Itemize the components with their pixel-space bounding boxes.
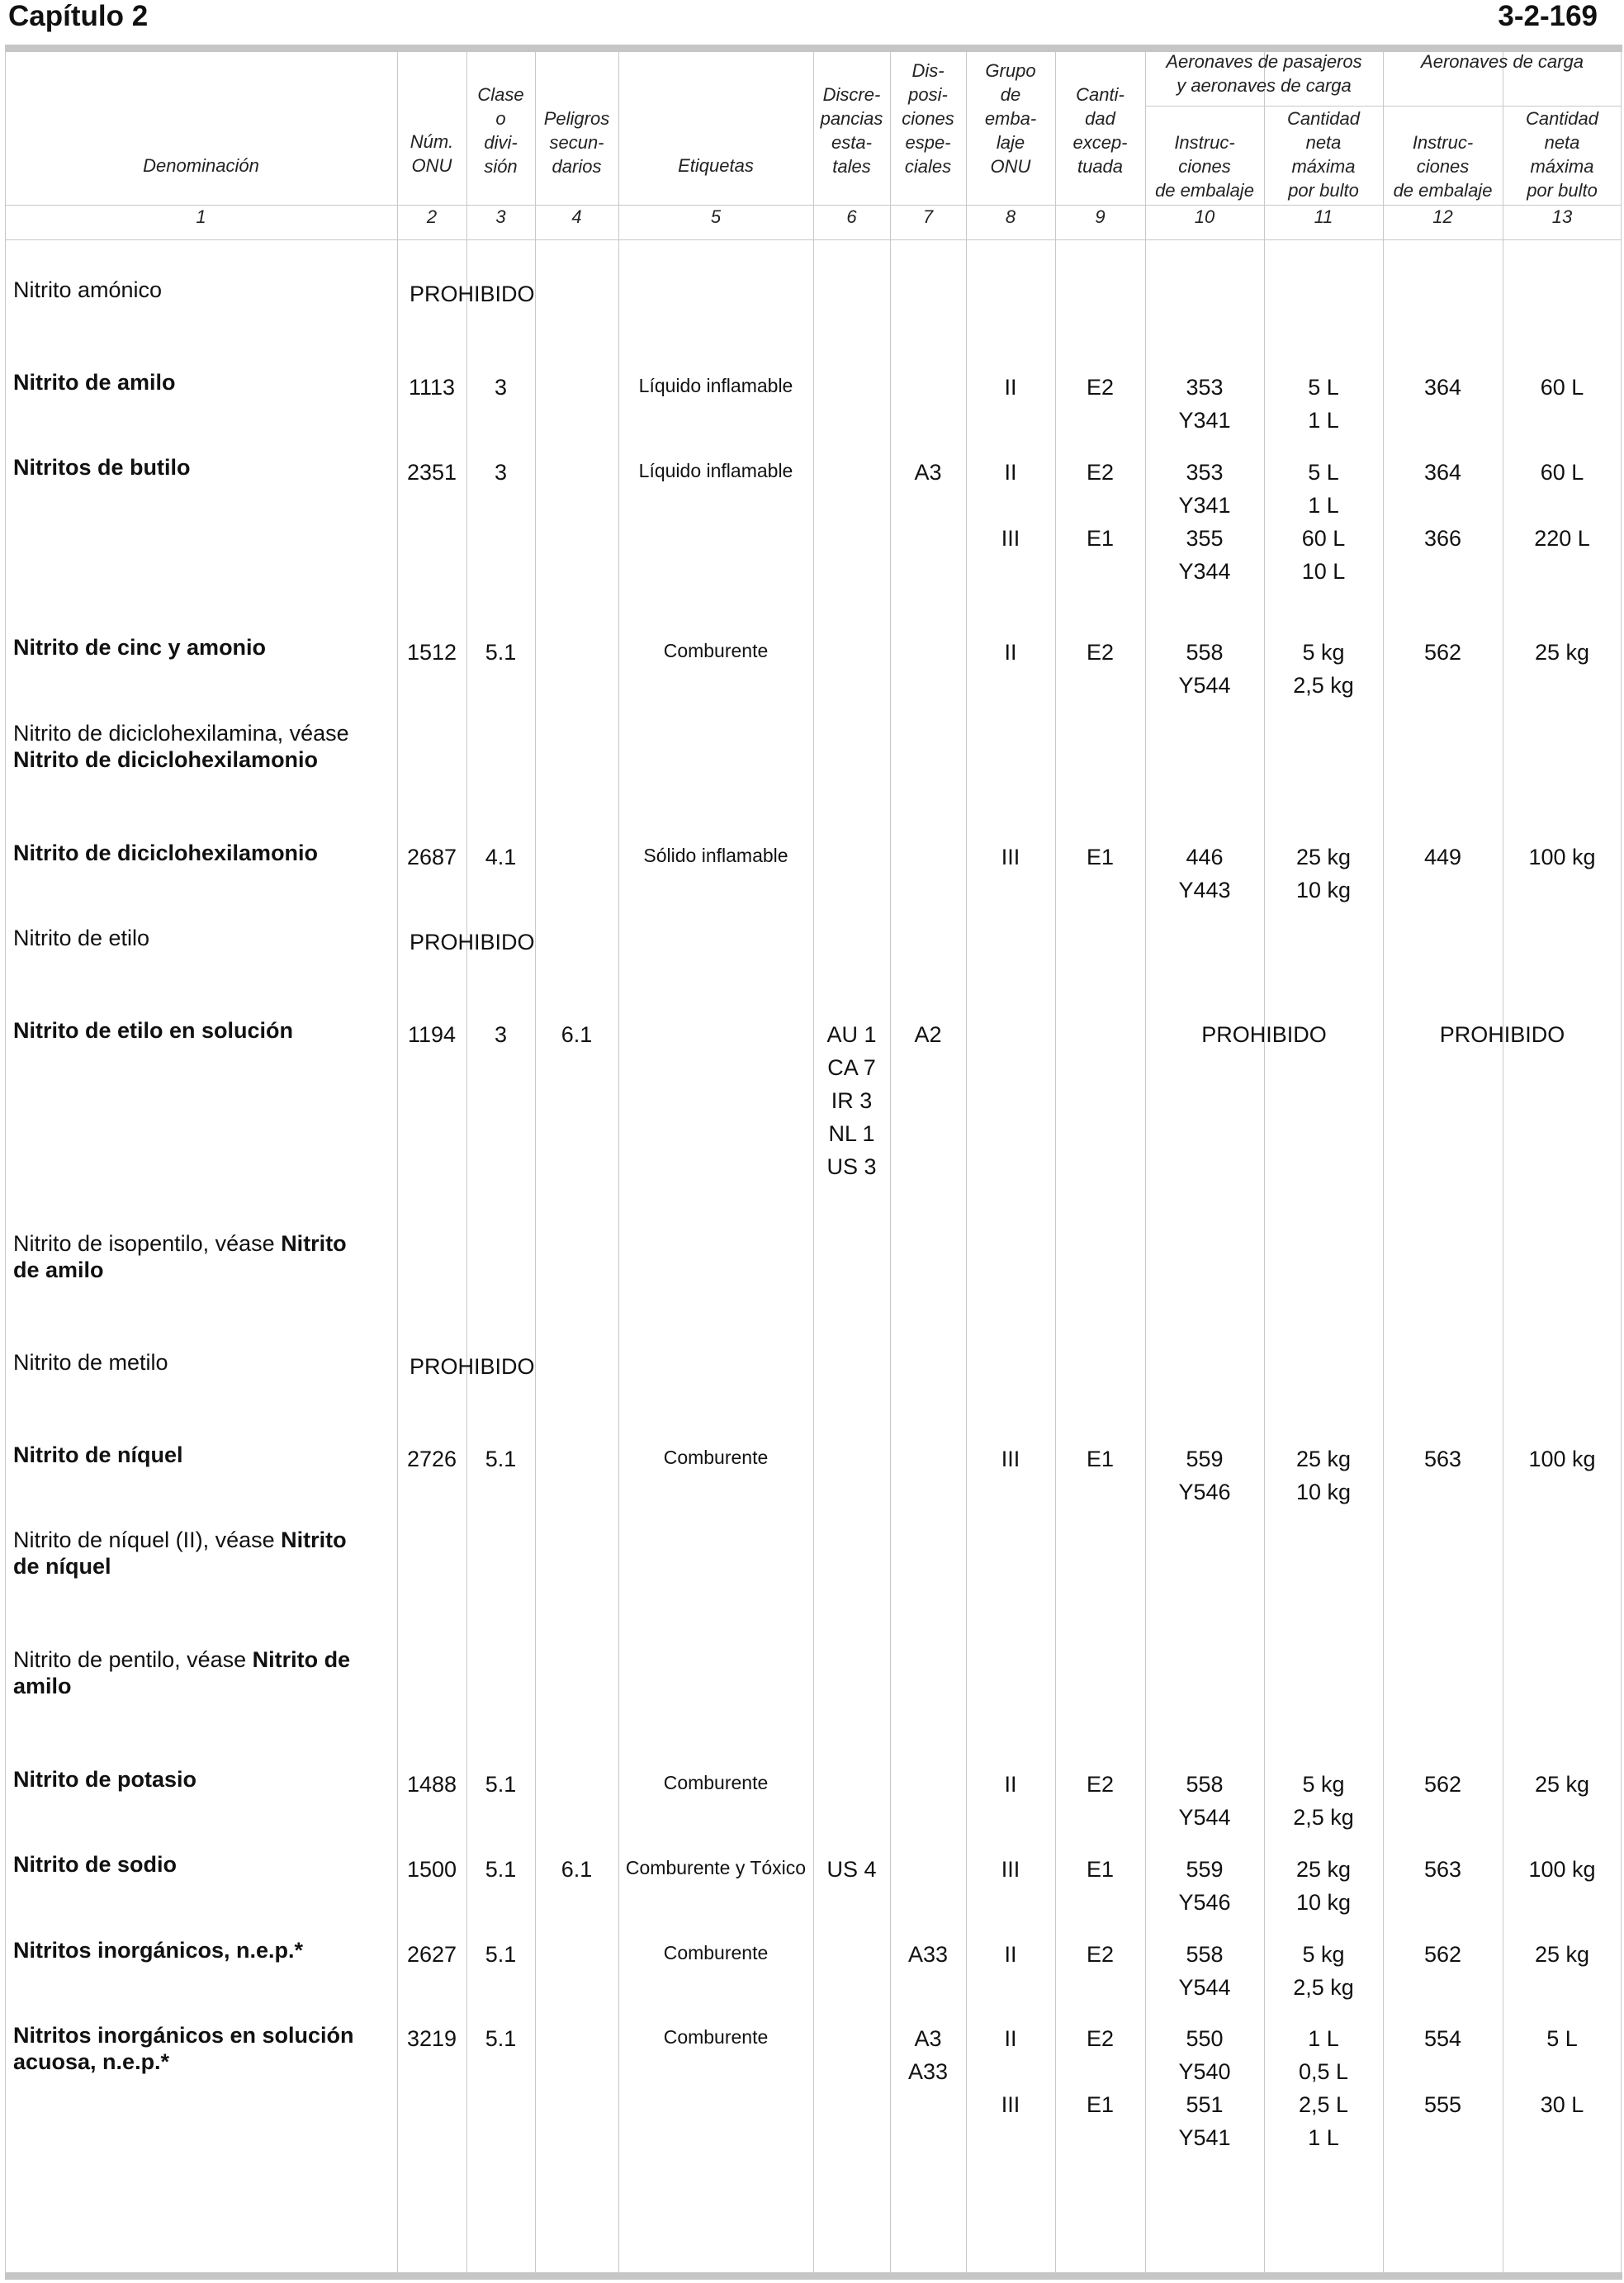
packing-group: II III (1001, 460, 1020, 551)
prohibido-text: PROHIBIDO (410, 282, 535, 306)
entry-name: Nitrito de etilo en solución (13, 1018, 294, 1043)
un-number: 1512 (406, 640, 457, 665)
column-number: 7 (922, 206, 934, 227)
column-number: 12 (1432, 206, 1453, 227)
header-cantidad-neta-pax: Cantidad neta máxima por bulto (1286, 108, 1361, 201)
pax-max-qty: 25 kg 10 kg (1295, 1447, 1352, 1504)
state-variations: AU 1 CA 7 IR 3 NL 1 US 3 (826, 1022, 877, 1179)
entry-name: Nitrito de níquel (13, 1442, 183, 1467)
label-value: Líquido inflamable (638, 460, 793, 481)
entry-name-ref: Nitrito de isopentilo, véase Nitrito de amilo (13, 1231, 347, 1282)
header-instrucciones-carga: Instruc- ciones de embalaje (1393, 132, 1493, 201)
column-number: 4 (571, 206, 582, 227)
excepted-qty: E1 (1086, 1857, 1115, 1882)
entry-name-ref: Nitrito de pentilo, véase Nitrito de amilo (13, 1647, 351, 1698)
prohibido-text: PROHIBIDO (410, 930, 535, 954)
label-value: Comburente (663, 640, 769, 661)
label-value: Líquido inflamable (638, 375, 793, 396)
column-number: 10 (1194, 206, 1215, 227)
cargo-max-qty: 60 L 220 L (1534, 460, 1590, 551)
cargo-max-qty: 100 kg (1528, 845, 1596, 869)
chapter-title: Capítulo 2 (8, 0, 149, 32)
un-number: 1113 (408, 375, 456, 400)
cargo-instructions: 562 (1423, 640, 1462, 665)
special-provisions: A3 A33 (907, 2026, 949, 2084)
column-number: 8 (1005, 206, 1016, 227)
column-number: 5 (710, 206, 722, 227)
entry-name-ref: Nitrito de níquel (II), véase Nitrito de níquel (13, 1528, 347, 1579)
special-provisions: A33 (907, 1942, 949, 1967)
un-number: 2351 (406, 460, 457, 485)
excepted-qty: E2 (1086, 640, 1115, 665)
bottom-rule (5, 2272, 1622, 2280)
entry-name-ref: Nitrito de diciclohexilamina, véase Nitrito de diciclohexilamonio (13, 721, 349, 772)
entry-name: Nitritos de butilo (13, 455, 191, 480)
entry-name: Nitritos inorgánicos en solución acuosa, n.e.p.* (13, 2023, 354, 2074)
entry-name: Nitrito de amilo (13, 370, 176, 395)
cargo-instructions: 364 (1423, 375, 1462, 400)
entry-name: Nitrito amónico (13, 277, 163, 302)
class-value: 5.1 (485, 1772, 517, 1797)
packing-group: III (1001, 1857, 1020, 1882)
header-discrepancias: Discre- pancias esta- tales (820, 84, 883, 177)
un-number: 2726 (406, 1447, 457, 1471)
prohibido-text: PROHIBIDO (410, 1354, 535, 1379)
col-sep (535, 52, 536, 2272)
entry-name: Nitrito de metilo (13, 1350, 168, 1375)
pax-instructions: 353 Y341 355 Y344 (1178, 460, 1231, 584)
pax-instructions: 558 Y544 (1178, 1942, 1231, 2000)
entry-name: Nitrito de etilo (13, 926, 150, 950)
label-value: Comburente (663, 1942, 769, 1963)
entry-name: Nitritos inorgánicos, n.e.p.* (13, 1938, 304, 1963)
header-peligros: Peligros secun- darios (543, 108, 610, 177)
class-value: 5.1 (485, 1942, 517, 1967)
column-number: 3 (495, 206, 506, 227)
pax-max-qty: 25 kg 10 kg (1295, 1857, 1352, 1915)
class-value: 3 (494, 1022, 508, 1047)
un-number: 1194 (407, 1022, 457, 1047)
cargo-instructions: 563 (1423, 1447, 1462, 1471)
class-value: 3 (494, 375, 508, 400)
un-number: 1488 (406, 1772, 457, 1797)
header-clase: Clase o divi- sión (477, 84, 524, 177)
header-denominacion: Denominación (143, 155, 259, 176)
entry-name: Nitrito de potasio (13, 1767, 196, 1792)
cargo-prohibido: PROHIBIDO (1439, 1022, 1565, 1047)
packing-group: II (1004, 1772, 1017, 1797)
pax-max-qty: 5 kg 2,5 kg (1293, 1772, 1354, 1830)
entry-name: Nitrito de cinc y amonio (13, 635, 267, 660)
cargo-max-qty: 25 kg (1534, 1942, 1590, 1967)
header-aeronaves-carga: Aeronaves de carga (1421, 51, 1584, 72)
column-number: 13 (1551, 206, 1573, 227)
label-value: Comburente (663, 1447, 769, 1468)
column-number: 9 (1095, 206, 1106, 227)
pax-instructions: 559 Y546 (1178, 1447, 1231, 1504)
un-number: 3219 (406, 2026, 457, 2051)
un-number: 2687 (406, 845, 457, 869)
cargo-instructions: 562 (1423, 1772, 1462, 1797)
column-number: 2 (426, 206, 438, 227)
header-etiquetas: Etiquetas (678, 155, 754, 176)
excepted-qty: E1 (1086, 1447, 1115, 1471)
excepted-qty: E2 (1086, 1772, 1115, 1797)
excepted-qty: E2 E1 (1086, 460, 1115, 551)
un-number: 1500 (406, 1857, 457, 1882)
header-num-onu: Núm. ONU (410, 131, 454, 176)
header-cantidad-exceptuada: Canti- dad excep- tuada (1072, 84, 1128, 177)
pax-prohibido: PROHIBIDO (1201, 1022, 1327, 1047)
secondary-hazard: 6.1 (561, 1857, 593, 1882)
col-sep (5, 52, 6, 2272)
packing-group: II (1004, 1942, 1017, 1967)
cargo-instructions: 563 (1423, 1857, 1462, 1882)
packing-group: III (1001, 1447, 1020, 1471)
state-variations: US 4 (826, 1857, 877, 1882)
cargo-max-qty: 60 L (1540, 375, 1584, 400)
pax-max-qty: 5 L 1 L 60 L 10 L (1301, 460, 1346, 584)
excepted-qty: E2 (1086, 1942, 1115, 1967)
cargo-instructions: 562 (1423, 1942, 1462, 1967)
cargo-instructions: 364 366 (1423, 460, 1462, 551)
cargo-max-qty: 25 kg (1534, 1772, 1590, 1797)
excepted-qty: E1 (1086, 845, 1115, 869)
packing-group: II (1004, 375, 1017, 400)
pax-max-qty: 5 L 1 L (1308, 375, 1339, 433)
packing-group: II (1004, 640, 1017, 665)
cargo-max-qty: 100 kg (1528, 1447, 1596, 1471)
pax-max-qty: 5 kg 2,5 kg (1293, 1942, 1354, 2000)
page-number: 3-2-169 (1498, 0, 1598, 32)
pax-instructions: 550 Y540 551 Y541 (1178, 2026, 1231, 2150)
pax-instructions: 446 Y443 (1178, 845, 1231, 902)
class-value: 4.1 (485, 845, 517, 869)
header-aeronaves-pasajeros: Aeronaves de pasajeros y aeronaves de carga (1166, 51, 1362, 96)
secondary-hazard: 6.1 (561, 1022, 593, 1047)
header-cantidad-neta-carga: Cantidad neta máxima por bulto (1525, 108, 1599, 201)
pax-instructions: 353 Y341 (1178, 375, 1231, 433)
class-value: 5.1 (485, 1447, 517, 1471)
pax-max-qty: 25 kg 10 kg (1295, 845, 1352, 902)
class-value: 5.1 (485, 640, 517, 665)
packing-group: III (1001, 845, 1020, 869)
cargo-max-qty: 25 kg (1534, 640, 1590, 665)
excepted-qty: E2 E1 (1086, 2026, 1115, 2117)
pax-instructions: 559 Y546 (1178, 1857, 1231, 1915)
column-number: 11 (1314, 206, 1333, 227)
class-value: 5.1 (485, 2026, 517, 2051)
label-value: Comburente (663, 2026, 769, 2048)
cargo-max-qty: 100 kg (1528, 1857, 1596, 1882)
class-value: 5.1 (485, 1857, 517, 1882)
pax-instructions: 558 Y544 (1178, 1772, 1231, 1830)
cargo-instructions: 554 555 (1423, 2026, 1462, 2117)
class-value: 3 (494, 460, 508, 485)
special-provisions: A2 (914, 1022, 942, 1047)
entry-name: Nitrito de diciclohexilamonio (13, 841, 319, 865)
cargo-max-qty: 5 L 30 L (1540, 2026, 1584, 2117)
header-instrucciones-pax: Instruc- ciones de embalaje (1155, 132, 1254, 201)
label-value: Sólido inflamable (643, 845, 788, 866)
pax-max-qty: 5 kg 2,5 kg (1293, 640, 1354, 698)
un-number: 2627 (406, 1942, 457, 1967)
pax-max-qty: 1 L 0,5 L 2,5 L 1 L (1298, 2026, 1349, 2150)
colnum-rule (5, 239, 1622, 240)
special-provisions: A3 (914, 460, 942, 485)
label-value: Comburente (663, 1772, 769, 1793)
entry-name: Nitrito de sodio (13, 1852, 177, 1877)
header-grupo: Grupo de emba- laje ONU (984, 60, 1037, 177)
excepted-qty: E2 (1086, 375, 1115, 400)
label-value: Comburente y Tóxico (625, 1857, 807, 1878)
pax-instructions: 558 Y544 (1178, 640, 1231, 698)
header-rule (5, 205, 1622, 206)
column-number: 6 (846, 206, 857, 227)
column-number: 1 (196, 206, 206, 227)
packing-group: II III (1001, 2026, 1020, 2117)
header-disposiciones: Dis- posi- ciones espe- ciales (902, 60, 954, 177)
cargo-instructions: 449 (1423, 845, 1462, 869)
